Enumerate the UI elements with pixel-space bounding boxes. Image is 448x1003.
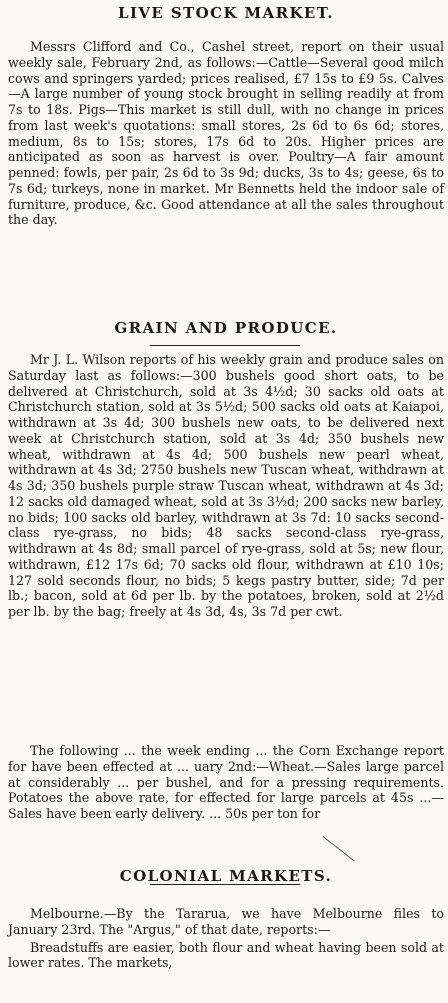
colonial-section xyxy=(8,866,444,886)
grain-heading: GRAIN AND PRODUCE. xyxy=(114,319,338,337)
livestock-body: Messrs Clifford and Co., Cashel street, report on their usual weekly sale, February 2nd, as follows:—Cattle—Several good milch cows and springers yarded; prices realised, £7 15s to £9 5s. Calves—A large number of young stock brought in selling readily at from 7s to 18s. Pigs—This market is still dull, with no change in prices from last week's quotations: small stores, 2s 6d to 6s 6d; stores, medium, 8s to 15s; stores, 17s 6d to 20s. Higher prices are anticipated as soon as harvest is over. Poultry—A fair amount penned: fowls, per pair, 2s 6d to 3s 9d; ducks, 3s to 4s; geese, 6s to 7s 6d; turkeys, none in market. Mr Bennetts held the indoor sale of furniture, produce, &c. Good attendance at all the sales throughout the day. xyxy=(8,39,444,228)
colonial-article xyxy=(8,906,444,971)
colonial-heading: COLONIAL MARKETS. xyxy=(119,867,333,885)
livestock-heading: LIVE STOCK MARKET. xyxy=(118,4,334,22)
corn-exchange-body: The following ... the week ending ... the Corn Exchange report for have been effected at ... uary 2nd:—Wheat.—Sales large parcel at considerably ... per bushel, and for a pressing requirements. Potatoes the above rate, for effected for large parcels at 45s ...—Sales have been early delivery. ... 50s per ton for xyxy=(8,743,444,821)
grain-article xyxy=(8,352,444,620)
livestock-article xyxy=(8,39,444,228)
grain-body: Mr J. L. Wilson reports of his weekly grain and produce sales on Saturday last as follows:—300 bushels good short oats, to be delivered at Christchurch, sold at 3s 4½d; 30 sacks old oats at Christchurch station, sold at 3s 5½d; 500 sacks old oats at Kaiapoi, withdrawn at 3s 4d; 300 bushels new oats, to be delivered next week at Christchurch station, sold at 3s 4d; 350 bushels new wheat, withdrawn at 4s 4d; 500 bushels new pearl wheat, withdrawn at 4s 3d; 2750 bushels new Tuscan wheat, withdrawn at 4s 3d; 350 bushels purple straw Tuscan wheat, withdrawn at 4s 3d; 12 sacks old damaged wheat, sold at 3s 3½d; 200 sacks new barley, no bids; 100 sacks old barley, withdrawn at 3s 7d: 10 sacks second-class rye-grass, no bids; 48 sacks second-class rye-grass, withdrawn at 4s 8d; small parcel of rye-grass, sold at 5s; new flour, withdrawn, £12 17s 6d; 70 sacks old flour, withdrawn at £10 10s; 127 sold seconds flour, no bids; 5 kegs pastry butter, side; 7d per lb.; bacon, sold at 6d per lb. by the potatoes, broken, sold at 2½d per lb. by the bag; freely at 4s 3d, 4s, 3s 7d per cwt. xyxy=(8,352,444,619)
colonial-body-continued: Breadstuffs are easier, both flour and wheat having been sold at lower rates. The markets, xyxy=(8,939,444,971)
colonial-body: Melbourne.—By the Tararua, we have Melbourne files to January 23rd. The "Argus," of that date, reports:— xyxy=(8,906,444,937)
grain-section xyxy=(8,318,444,338)
corn-exchange-article xyxy=(8,743,444,822)
section-divider xyxy=(150,345,300,346)
fold-crease xyxy=(323,836,355,861)
livestock-section xyxy=(8,3,444,23)
